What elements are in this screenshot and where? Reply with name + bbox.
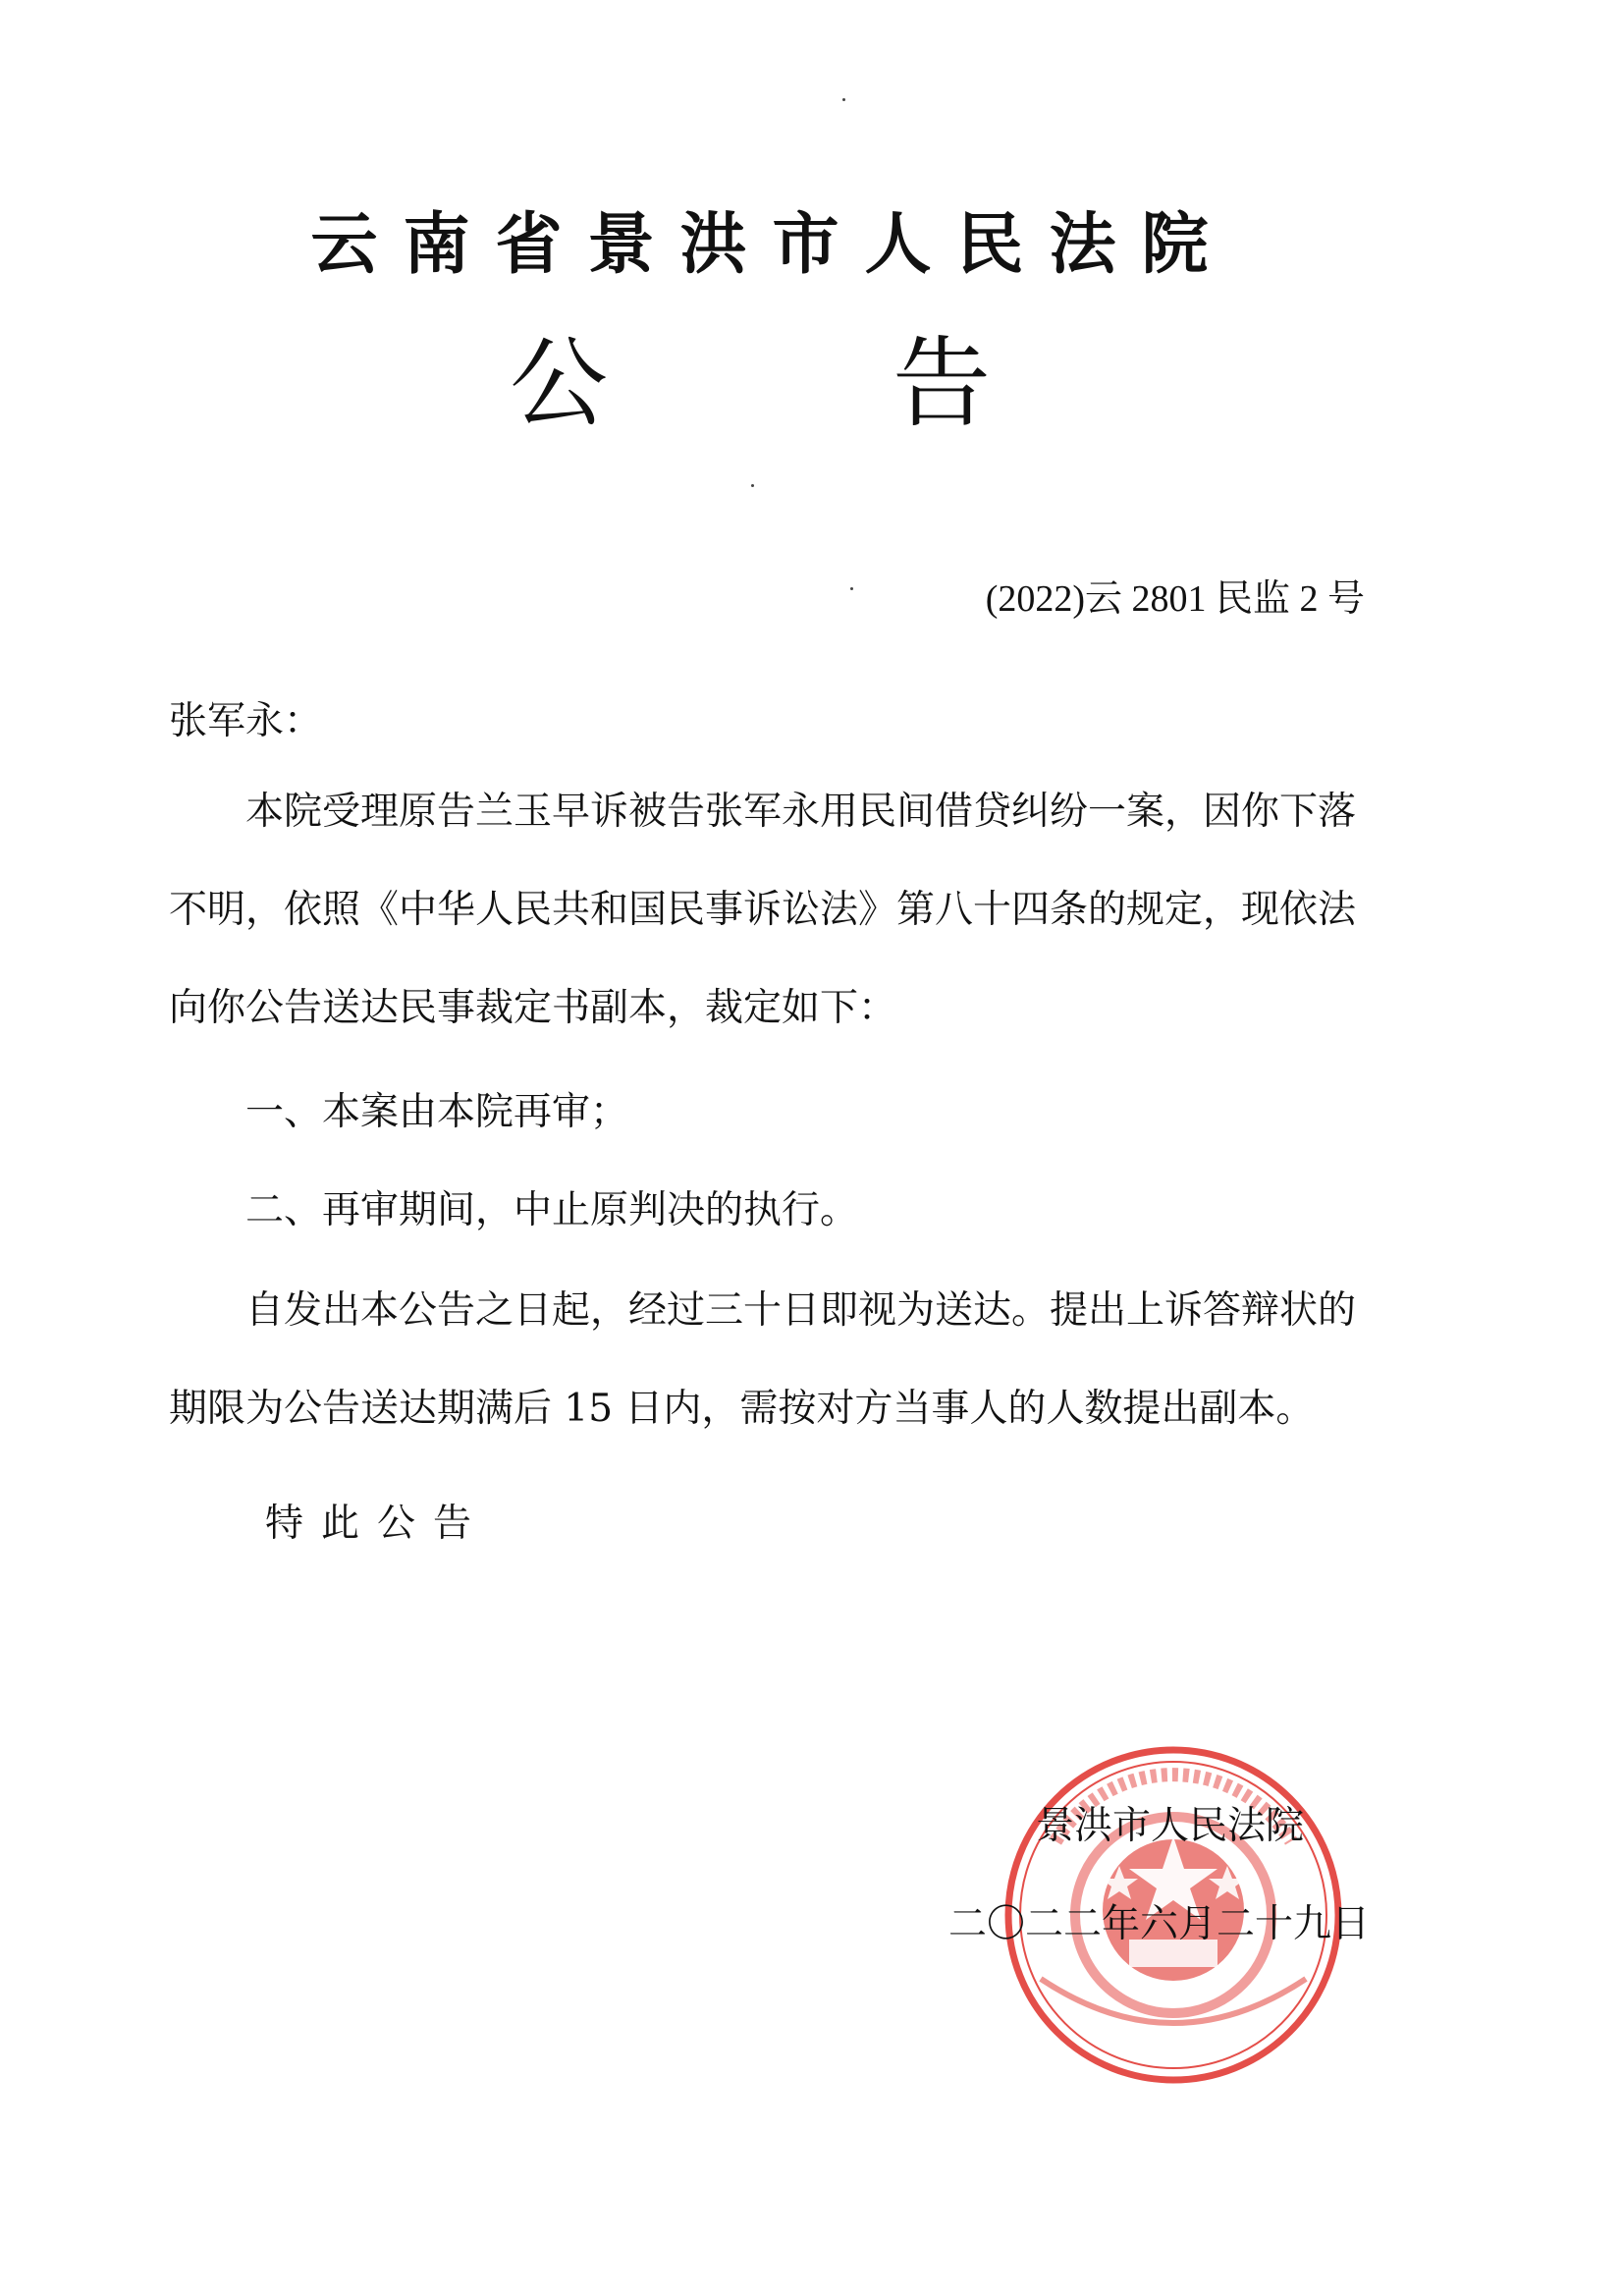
scan-speck: [751, 484, 754, 487]
document-title: 公告: [510, 326, 1275, 441]
main-paragraph: 本院受理原告兰玉早诉被告张军永用民间借贷纠纷一案，因你下落不明，依照《中华人民共和国民事诉讼法》第八十四条的规定，现依法向你公告送达民事裁定书副本，裁定如下：: [169, 790, 1357, 1030]
ruling-item-2: 二、再审期间，中止原判决的执行。: [245, 1188, 859, 1232]
court-name-heading: 云南省景洪市人民法院: [310, 206, 1234, 284]
scan-speck: [850, 587, 853, 590]
signing-date: 二〇二二年六月二十九日: [947, 1902, 1370, 1946]
scan-speck: [842, 98, 845, 101]
ruling-item-1: 一、本案由本院再审；: [245, 1090, 629, 1134]
signing-court: 景洪市人民法院: [1035, 1804, 1304, 1848]
case-number: (2022)云 2801 民监 2 号: [985, 578, 1365, 620]
closing-statement: 特此公告: [265, 1502, 490, 1546]
service-paragraph: 自发出本公告之日起，经过三十日即视为送达。提出上诉答辩状的期限为公告送达期满后 15 日内，需按对方当事人的人数提出副本。: [169, 1288, 1357, 1431]
addressee: 张军永：: [169, 699, 323, 743]
